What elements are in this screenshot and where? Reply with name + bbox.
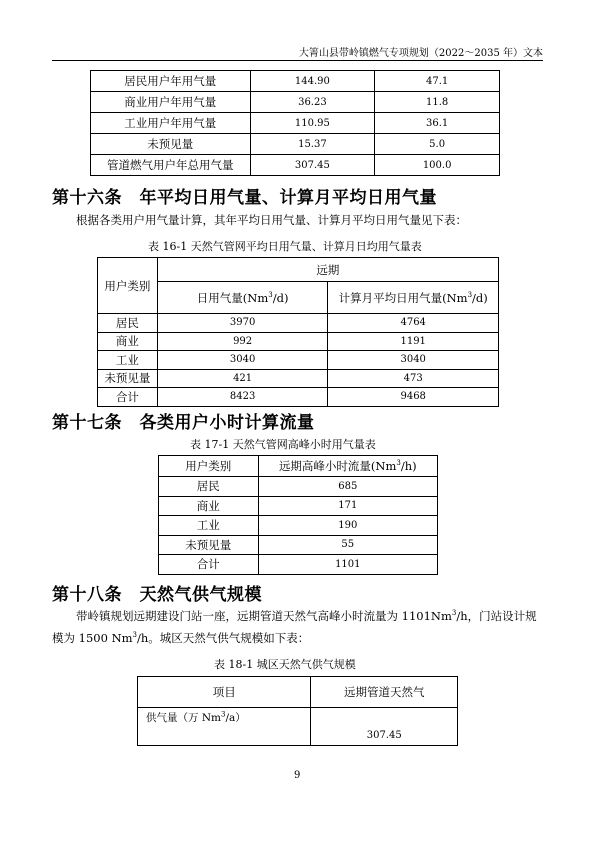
column-header-user-type: 用户类别 bbox=[159, 456, 259, 477]
table-18-1 bbox=[137, 676, 458, 746]
section-17-heading: 第十七条 各类用户小时计算流量 bbox=[52, 413, 315, 433]
column-header-monthly-unit: /d) bbox=[472, 290, 488, 305]
column-header-peak-text: 远期高峰小时流量(Nm bbox=[278, 459, 397, 473]
supply-volume-label-cell bbox=[138, 708, 311, 746]
supply-volume-label: 供气量（万 Nm bbox=[146, 712, 221, 724]
table-row bbox=[98, 332, 499, 351]
paragraph-text: /h。城区天然气供气规模如下表： bbox=[137, 631, 310, 645]
table-row bbox=[98, 388, 499, 407]
column-header-daily-unit: /d) bbox=[272, 290, 289, 305]
column-header-peak-flow bbox=[258, 456, 437, 477]
value-cell: 55 bbox=[258, 535, 437, 555]
column-header-pipeline-gas: 远期管道天然气 bbox=[311, 677, 458, 708]
running-header: 大箐山县带岭镇燃气专项规划（2022～2035 年）文本 bbox=[298, 48, 543, 59]
row-label-cell: 未预见量 bbox=[98, 369, 158, 388]
superscript: 3 bbox=[268, 290, 273, 299]
table-16-1-caption: 表 16-1 天然气管网平均日用气量、计算月日均用气量表 bbox=[148, 240, 422, 253]
value-cell: 3040 bbox=[157, 351, 328, 370]
table-row bbox=[98, 351, 499, 370]
table-row bbox=[159, 477, 438, 497]
row-label-cell: 商业 bbox=[159, 496, 259, 516]
paragraph-text: 模为 1500 Nm bbox=[52, 631, 133, 645]
row-label-cell: 工业用户年用气量 bbox=[91, 113, 251, 134]
table-16-1-body bbox=[98, 314, 499, 407]
table-17-1-caption: 表 17-1 天然气管网高峰小时用气量表 bbox=[190, 438, 376, 451]
row-label-cell: 商业 bbox=[98, 332, 158, 351]
table-row bbox=[159, 535, 438, 555]
value-cell: 171 bbox=[258, 496, 437, 516]
row-label-cell: 工业 bbox=[98, 351, 158, 370]
value-cell: 190 bbox=[258, 516, 437, 536]
value-cell: 992 bbox=[157, 332, 328, 351]
value-cell: 421 bbox=[157, 369, 328, 388]
page-number: 9 bbox=[294, 770, 301, 781]
value-cell: 685 bbox=[258, 477, 437, 497]
table-row bbox=[98, 369, 499, 388]
table-row bbox=[91, 155, 500, 176]
value-cell: 3040 bbox=[328, 351, 499, 370]
superscript: 3 bbox=[451, 609, 457, 618]
value-cell: 9468 bbox=[328, 388, 499, 407]
table-17-1 bbox=[158, 455, 438, 575]
column-header-daily-text: 日用气量(Nm bbox=[196, 290, 269, 305]
superscript: 3 bbox=[220, 710, 226, 719]
value-cell: 15.37 bbox=[250, 134, 375, 155]
column-header-monthly-daily-usage bbox=[328, 282, 499, 314]
supply-volume-unit: /a） bbox=[225, 712, 246, 724]
gas-usage-table-body bbox=[91, 71, 500, 176]
value-cell: 110.95 bbox=[250, 113, 375, 134]
section-18-paragraph-line-2 bbox=[52, 630, 309, 646]
header-rule bbox=[52, 60, 543, 61]
row-label-cell: 未预见量 bbox=[91, 134, 251, 155]
table-row bbox=[91, 113, 500, 134]
value-cell: 47.1 bbox=[375, 71, 500, 92]
value-cell: 473 bbox=[328, 369, 499, 388]
table-16-1 bbox=[97, 257, 499, 407]
value-cell: 1101 bbox=[258, 555, 437, 575]
table-18-1-caption: 表 18-1 城区天然气供气规模 bbox=[214, 658, 356, 671]
value-cell: 1191 bbox=[328, 332, 499, 351]
table-row bbox=[159, 496, 438, 516]
value-cell: 36.23 bbox=[250, 92, 375, 113]
column-header-period: 远期 bbox=[157, 258, 498, 282]
section-18-paragraph-line-1 bbox=[76, 608, 537, 624]
column-header-monthly-text: 计算月平均日用气量(Nm bbox=[338, 290, 468, 305]
row-label-cell: 未预见量 bbox=[159, 535, 259, 555]
table-row bbox=[91, 134, 500, 155]
row-label-cell: 管道燃气用户年总用气量 bbox=[91, 155, 251, 176]
value-cell: 4764 bbox=[328, 314, 499, 333]
column-header-daily-usage bbox=[157, 282, 328, 314]
value-cell: 307.45 bbox=[250, 155, 375, 176]
section-16-paragraph: 根据各类用户用气量计算，其年平均日用气量、计算月平均日用气量见下表： bbox=[76, 213, 467, 227]
section-18-heading: 第十八条 天然气供气规模 bbox=[52, 585, 262, 605]
table-row bbox=[91, 92, 500, 113]
paragraph-text: /h，门站设计规 bbox=[456, 609, 537, 623]
value-cell: 11.8 bbox=[375, 92, 500, 113]
value-cell: 8423 bbox=[157, 388, 328, 407]
table-17-1-body bbox=[159, 477, 438, 575]
supply-volume-value: 307.45 bbox=[311, 708, 458, 746]
column-header-user-type: 用户类别 bbox=[98, 258, 158, 314]
section-16-heading: 第十六条 年平均日用气量、计算月平均日用气量 bbox=[52, 188, 437, 208]
value-cell: 144.90 bbox=[250, 71, 375, 92]
superscript: 3 bbox=[396, 459, 401, 468]
value-cell: 100.0 bbox=[375, 155, 500, 176]
superscript: 3 bbox=[467, 290, 473, 299]
row-label-cell: 商业用户年用气量 bbox=[91, 92, 251, 113]
table-row bbox=[98, 314, 499, 333]
superscript: 3 bbox=[132, 631, 138, 640]
row-label-cell: 合计 bbox=[98, 388, 158, 407]
table-row bbox=[159, 555, 438, 575]
table-row bbox=[91, 71, 500, 92]
value-cell: 3970 bbox=[157, 314, 328, 333]
row-label-cell: 居民用户年用气量 bbox=[91, 71, 251, 92]
column-header-peak-unit: /h) bbox=[400, 459, 417, 473]
row-label-cell: 合计 bbox=[159, 555, 259, 575]
paragraph-text: 带岭镇规划远期建设门站一座，远期管道天然气高峰小时流量为 1101Nm bbox=[76, 609, 452, 623]
row-label-cell: 居民 bbox=[159, 477, 259, 497]
value-cell: 5.0 bbox=[375, 134, 500, 155]
column-header-item: 项目 bbox=[138, 677, 311, 708]
gas-usage-table bbox=[90, 70, 500, 176]
table-row bbox=[159, 516, 438, 536]
value-cell: 36.1 bbox=[375, 113, 500, 134]
row-label-cell: 工业 bbox=[159, 516, 259, 536]
row-label-cell: 居民 bbox=[98, 314, 158, 333]
